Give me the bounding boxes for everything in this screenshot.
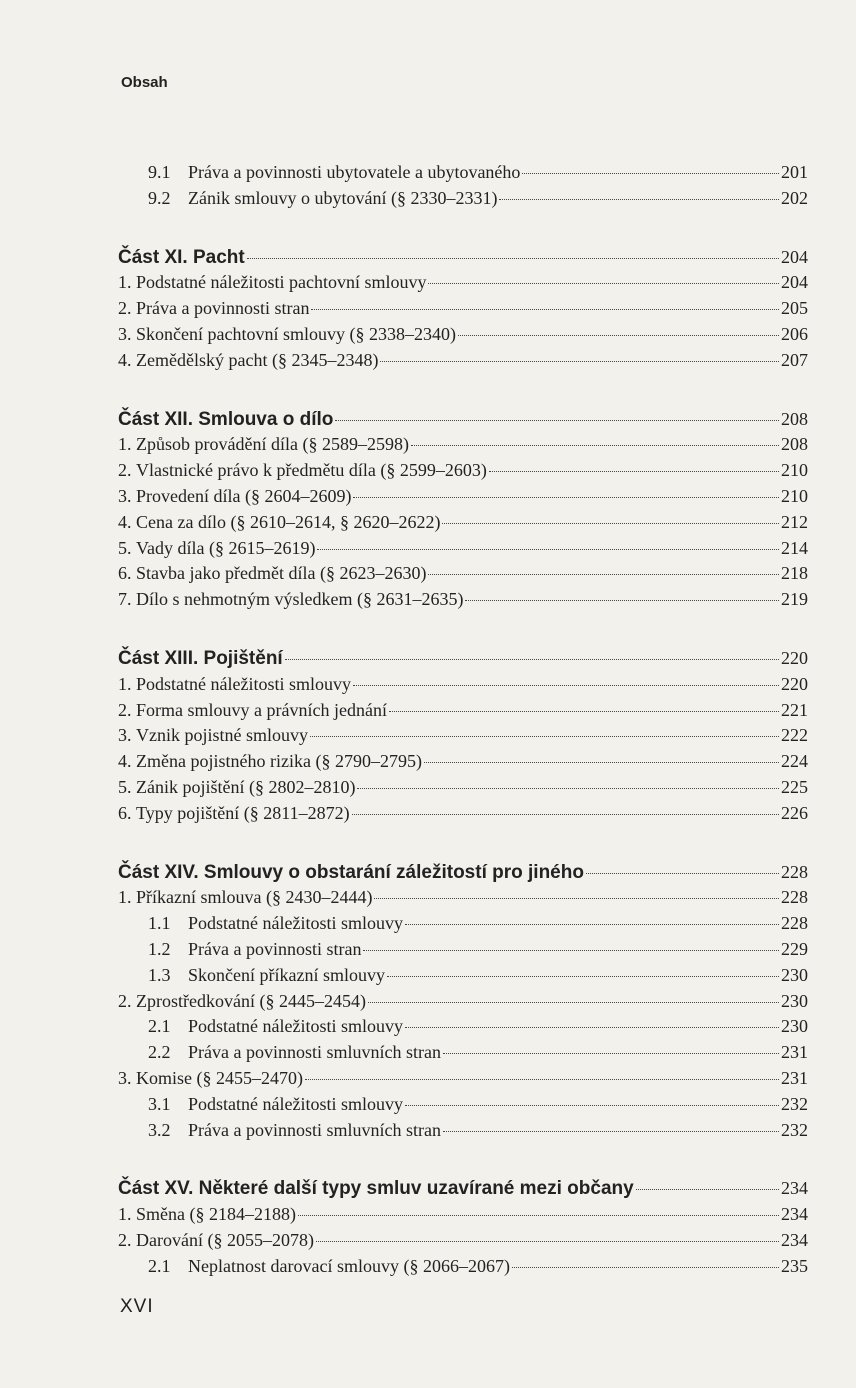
toc-page-number: 224 bbox=[781, 751, 808, 772]
toc-entry-title: Provedení díla (§ 2604–2609) bbox=[136, 485, 352, 506]
toc-entry-number: 2. bbox=[118, 460, 132, 481]
toc-entry-title: Práva a povinnosti stran bbox=[136, 298, 310, 319]
toc-entry bbox=[118, 698, 808, 724]
toc-entry bbox=[118, 801, 808, 827]
dot-leader bbox=[586, 873, 779, 874]
toc-entry-number: 1. bbox=[118, 272, 132, 293]
toc-entry bbox=[118, 270, 808, 296]
toc-page-number: 230 bbox=[781, 964, 808, 985]
toc-page-number: 208 bbox=[781, 434, 808, 455]
toc-page-number: 218 bbox=[781, 563, 808, 584]
toc-page-number: 234 bbox=[781, 1229, 808, 1250]
toc-page-number: 232 bbox=[781, 1093, 808, 1114]
toc-entry-title: Typy pojištění (§ 2811–2872) bbox=[136, 802, 350, 823]
dot-leader bbox=[428, 574, 779, 575]
dot-leader bbox=[247, 258, 779, 259]
toc-entry-title: Forma smlouvy a právních jednání bbox=[136, 699, 387, 720]
toc-page-number: 230 bbox=[781, 1016, 808, 1037]
toc-page-number: 234 bbox=[781, 1178, 808, 1199]
dot-leader bbox=[310, 736, 779, 737]
toc-entry-number: 6. bbox=[118, 802, 132, 823]
toc-entry-title: Komise (§ 2455–2470) bbox=[136, 1067, 303, 1088]
toc-entry bbox=[118, 1092, 808, 1118]
toc-entry bbox=[118, 296, 808, 322]
toc-entry-title: Podstatné náležitosti smlouvy bbox=[188, 1016, 403, 1037]
toc-entry-title: Skončení pachtovní smlouvy (§ 2338–2340) bbox=[136, 323, 456, 344]
section-spacer bbox=[118, 1143, 808, 1176]
toc-page-number: 231 bbox=[781, 1067, 808, 1088]
toc-entry-number: 5. bbox=[118, 776, 132, 797]
toc-entry-title: Podstatné náležitosti smlouvy bbox=[188, 1093, 403, 1114]
toc-entry-title: Změna pojistného rizika (§ 2790–2795) bbox=[136, 751, 422, 772]
toc-entry-title: Dílo s nehmotným výsledkem (§ 2631–2635) bbox=[136, 589, 464, 610]
dot-leader bbox=[458, 335, 779, 336]
toc-page-number: 220 bbox=[781, 673, 808, 694]
toc-entry-title: Práva a povinnosti stran bbox=[188, 938, 362, 959]
toc-entry bbox=[118, 160, 808, 186]
toc-page-number: 228 bbox=[781, 861, 808, 882]
toc-entry bbox=[118, 322, 808, 348]
toc-entry-number: 2. bbox=[118, 1229, 132, 1250]
section-spacer bbox=[118, 827, 808, 860]
toc-entry bbox=[118, 348, 808, 374]
toc-entry-number: 4. bbox=[118, 349, 132, 370]
toc-entry bbox=[118, 937, 808, 963]
toc-entry-number: 9.2 bbox=[148, 187, 171, 208]
toc-page-number: 212 bbox=[781, 511, 808, 532]
toc-entry bbox=[118, 885, 808, 911]
toc-entry-number: 4. bbox=[118, 511, 132, 532]
toc-entry bbox=[118, 1254, 808, 1280]
toc-entry-title: Příkazní smlouva (§ 2430–2444) bbox=[136, 887, 373, 908]
toc-page-number: 202 bbox=[781, 187, 808, 208]
toc-page-number: 219 bbox=[781, 589, 808, 610]
toc-entry-title: Podstatné náležitosti smlouvy bbox=[188, 913, 403, 934]
section-spacer bbox=[118, 212, 808, 245]
dot-leader bbox=[335, 420, 779, 421]
dot-leader bbox=[357, 788, 779, 789]
toc-page-number: 210 bbox=[781, 485, 808, 506]
toc-entry-number: 9.1 bbox=[148, 162, 171, 182]
dot-leader bbox=[305, 1079, 779, 1080]
toc-entry-number: 1.3 bbox=[148, 964, 171, 985]
dot-leader bbox=[405, 924, 779, 925]
toc-page-number: 222 bbox=[781, 725, 808, 746]
dot-leader bbox=[405, 1027, 779, 1028]
toc-entry-title: Část XI. Pacht bbox=[118, 246, 245, 268]
dot-leader bbox=[387, 976, 779, 977]
dot-leader bbox=[465, 600, 779, 601]
toc-entry bbox=[118, 1040, 808, 1066]
toc-entry-title: Zánik pojištění (§ 2802–2810) bbox=[136, 776, 356, 797]
dot-leader bbox=[311, 309, 779, 310]
toc-entry bbox=[118, 963, 808, 989]
toc-entry-title: Darování (§ 2055–2078) bbox=[136, 1229, 314, 1250]
toc-page-number: 229 bbox=[781, 938, 808, 959]
dot-leader bbox=[363, 950, 779, 951]
toc-entry-title: Práva a povinnosti ubytovatele a ubytovaného bbox=[188, 162, 521, 182]
toc-entry bbox=[118, 484, 808, 510]
toc-entry-number: 7. bbox=[118, 589, 132, 610]
dot-leader bbox=[298, 1215, 779, 1216]
toc-entry-number: 1.1 bbox=[148, 913, 171, 934]
toc-page-number: 235 bbox=[781, 1255, 808, 1276]
toc-entry-title: Vznik pojistné smlouvy bbox=[136, 725, 308, 746]
toc-entry bbox=[118, 911, 808, 937]
toc-page-number: 205 bbox=[781, 298, 808, 319]
toc-entry-number: 2.2 bbox=[148, 1042, 171, 1063]
dot-leader bbox=[428, 283, 779, 284]
toc-section-heading bbox=[118, 245, 808, 271]
dot-leader bbox=[353, 497, 779, 498]
toc-page-number: 204 bbox=[781, 246, 808, 267]
toc-entry-number: 6. bbox=[118, 563, 132, 584]
toc-page-number: 201 bbox=[781, 162, 808, 182]
toc-entry bbox=[118, 587, 808, 613]
table-of-contents bbox=[118, 160, 808, 1279]
toc-entry bbox=[118, 1228, 808, 1254]
toc-entry-title: Práva a povinnosti smluvních stran bbox=[188, 1119, 441, 1140]
toc-page-number: 231 bbox=[781, 1042, 808, 1063]
dot-leader bbox=[411, 445, 779, 446]
toc-entry-number: 2. bbox=[118, 990, 132, 1011]
toc-entry-title: Cena za dílo (§ 2610–2614, § 2620–2622) bbox=[136, 511, 441, 532]
dot-leader bbox=[489, 471, 779, 472]
dot-leader bbox=[442, 523, 779, 524]
toc-entry-title: Vady díla (§ 2615–2619) bbox=[136, 537, 316, 558]
toc-entry-number: 3.1 bbox=[148, 1093, 171, 1114]
toc-entry-number: 1. bbox=[118, 1204, 132, 1225]
toc-entry bbox=[118, 1066, 808, 1092]
toc-entry-title: Zemědělský pacht (§ 2345–2348) bbox=[136, 349, 379, 370]
toc-section-heading bbox=[118, 1176, 808, 1202]
toc-section-heading bbox=[118, 407, 808, 433]
toc-page-number: 234 bbox=[781, 1204, 808, 1225]
toc-entry-number: 1. bbox=[118, 673, 132, 694]
toc-entry-number: 2. bbox=[118, 298, 132, 319]
toc-page-number: 210 bbox=[781, 460, 808, 481]
toc-entry bbox=[118, 432, 808, 458]
toc-entry bbox=[118, 749, 808, 775]
dot-leader bbox=[405, 1105, 779, 1106]
toc-entry bbox=[118, 672, 808, 698]
toc-page-number: 232 bbox=[781, 1119, 808, 1140]
toc-entry-title: Část XV. Některé další typy smluv uzavírané mezi občany bbox=[118, 1178, 634, 1200]
dot-leader bbox=[424, 762, 779, 763]
toc-page-number: 228 bbox=[781, 887, 808, 908]
toc-page-number: 206 bbox=[781, 323, 808, 344]
toc-page-number: 208 bbox=[781, 408, 808, 429]
toc-page-number: 214 bbox=[781, 537, 808, 558]
toc-page-number: 225 bbox=[781, 776, 808, 797]
toc-entry-title: Podstatné náležitosti smlouvy bbox=[136, 673, 351, 694]
toc-page-number: 221 bbox=[781, 699, 808, 720]
toc-entry-title: Stavba jako předmět díla (§ 2623–2630) bbox=[136, 563, 427, 584]
toc-entry-title: Neplatnost darovací smlouvy (§ 2066–2067) bbox=[188, 1255, 510, 1276]
toc-entry-number: 3.2 bbox=[148, 1119, 171, 1140]
dot-leader bbox=[522, 173, 779, 174]
toc-entry-number: 1.2 bbox=[148, 938, 171, 959]
toc-entry-title: Práva a povinnosti smluvních stran bbox=[188, 1042, 441, 1063]
toc-page-number: 207 bbox=[781, 349, 808, 370]
toc-entry bbox=[118, 1014, 808, 1040]
toc-entry-title: Směna (§ 2184–2188) bbox=[136, 1204, 296, 1225]
toc-entry bbox=[118, 1118, 808, 1144]
toc-entry bbox=[118, 561, 808, 587]
dot-leader bbox=[368, 1002, 779, 1003]
toc-page-number: 228 bbox=[781, 913, 808, 934]
toc-entry bbox=[118, 989, 808, 1015]
toc-entry-number: 3. bbox=[118, 485, 132, 506]
toc-page-number: 204 bbox=[781, 272, 808, 293]
toc-entry-title: Část XII. Smlouva o dílo bbox=[118, 408, 334, 430]
toc-entry-title: Vlastnické právo k předmětu díla (§ 2599–2603) bbox=[136, 460, 487, 481]
toc-entry bbox=[118, 723, 808, 749]
dot-leader bbox=[380, 361, 779, 362]
toc-entry-title: Část XIII. Pojištění bbox=[118, 647, 283, 669]
dot-leader bbox=[285, 659, 779, 660]
toc-section-heading bbox=[118, 646, 808, 672]
toc-entry-number: 2.1 bbox=[148, 1255, 171, 1276]
dot-leader bbox=[499, 199, 779, 200]
toc-entry-number: 4. bbox=[118, 751, 132, 772]
toc-entry bbox=[118, 1202, 808, 1228]
toc-page-number: 226 bbox=[781, 802, 808, 823]
toc-entry-number: 5. bbox=[118, 537, 132, 558]
dot-leader bbox=[443, 1131, 779, 1132]
toc-entry bbox=[118, 536, 808, 562]
dot-leader bbox=[374, 898, 779, 899]
toc-entry-title: Zánik smlouvy o ubytování (§ 2330–2331) bbox=[188, 187, 498, 208]
toc-entry-title: Skončení příkazní smlouvy bbox=[188, 964, 385, 985]
section-spacer bbox=[118, 613, 808, 646]
toc-entry-title: Část XIV. Smlouvy o obstarání záležitostí pro jiného bbox=[118, 861, 584, 883]
toc-entry bbox=[118, 775, 808, 801]
toc-entry-number: 3. bbox=[118, 725, 132, 746]
dot-leader bbox=[512, 1267, 779, 1268]
page-number: XVI bbox=[120, 1296, 154, 1317]
toc-entry bbox=[118, 510, 808, 536]
section-spacer bbox=[118, 374, 808, 407]
dot-leader bbox=[389, 711, 779, 712]
toc-entry-title: Způsob provádění díla (§ 2589–2598) bbox=[136, 434, 409, 455]
toc-entry-title: Zprostředkování (§ 2445–2454) bbox=[136, 990, 366, 1011]
toc-page-number: 230 bbox=[781, 990, 808, 1011]
toc-entry bbox=[118, 186, 808, 212]
toc-entry-number: 1. bbox=[118, 434, 132, 455]
dot-leader bbox=[353, 685, 779, 686]
toc-entry-number: 3. bbox=[118, 323, 132, 344]
running-header: Obsah bbox=[121, 74, 168, 91]
toc-entry-number: 3. bbox=[118, 1067, 132, 1088]
toc-entry-number: 2.1 bbox=[148, 1016, 171, 1037]
dot-leader bbox=[316, 1241, 779, 1242]
toc-page-number: 220 bbox=[781, 647, 808, 668]
toc-section-heading bbox=[118, 860, 808, 886]
toc-entry-title: Podstatné náležitosti pachtovní smlouvy bbox=[136, 272, 427, 293]
dot-leader bbox=[443, 1053, 779, 1054]
toc-entry-number: 2. bbox=[118, 699, 132, 720]
dot-leader bbox=[636, 1189, 779, 1190]
toc-entry-number: 1. bbox=[118, 887, 132, 908]
dot-leader bbox=[317, 549, 779, 550]
toc-entry bbox=[118, 458, 808, 484]
dot-leader bbox=[352, 814, 779, 815]
